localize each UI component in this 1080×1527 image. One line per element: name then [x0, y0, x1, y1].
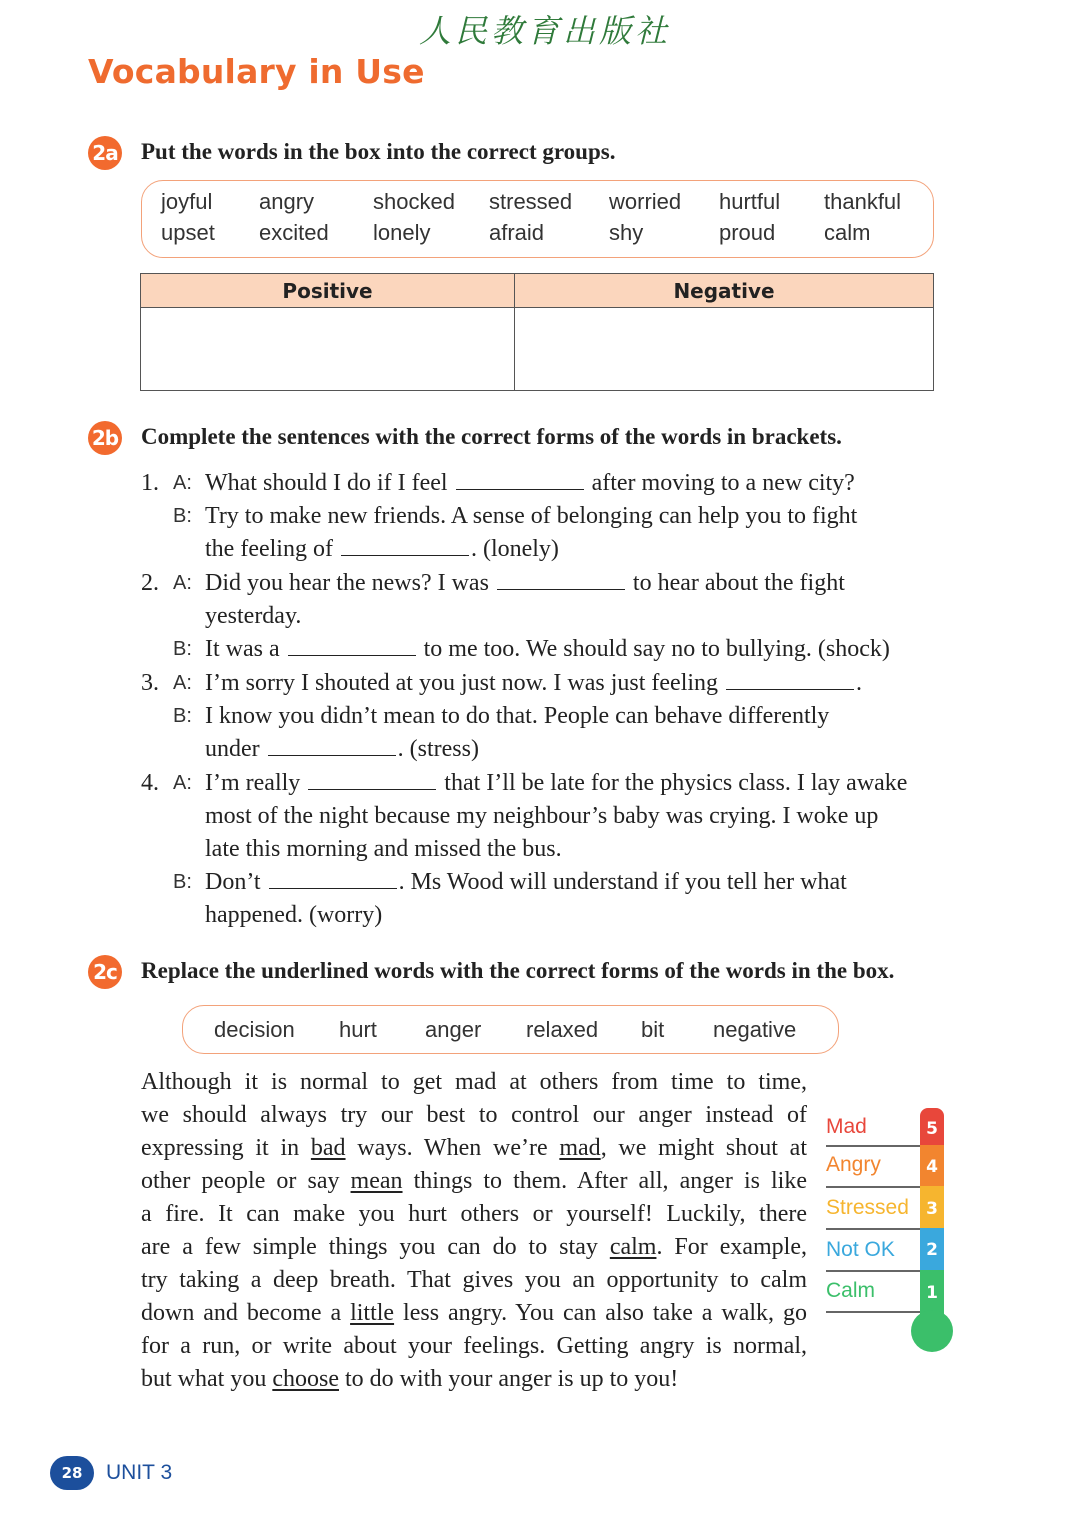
word-item: decision: [214, 1017, 295, 1042]
instruction-2a: Put the words in the box into the correct groups.: [141, 139, 616, 164]
sentence-line: It was a to me too. We should say no to bullying. (shock): [205, 636, 890, 662]
meter-level-1: 1: [920, 1270, 944, 1316]
meter-level-2: 2: [920, 1228, 944, 1270]
word-item: afraid: [489, 220, 545, 245]
passage-line: expressing it in bad ways. When we’re mad, we might shout at: [141, 1135, 807, 1161]
word-item: upset: [161, 220, 215, 245]
answer-blank[interactable]: [726, 669, 854, 690]
word-box-2c: [182, 1005, 839, 1054]
word-item: proud: [719, 220, 776, 245]
meter-label-mad: Mad: [826, 1115, 867, 1138]
positive-header: Positive: [141, 274, 515, 308]
passage-line: we should always try our best to control our anger instead of: [141, 1102, 807, 1128]
meter-cap: [920, 1108, 944, 1116]
exercise-badge-2c: 2c: [88, 955, 122, 989]
meter-bulb: [911, 1310, 953, 1352]
answer-blank[interactable]: [497, 569, 625, 590]
speaker-label: B:: [173, 871, 192, 893]
question-number: 2.: [141, 570, 159, 596]
speaker-label: A:: [173, 472, 192, 494]
page-number: 28: [50, 1456, 94, 1490]
word-item: lonely: [373, 220, 431, 245]
meter-divider: [826, 1228, 920, 1230]
passage-line: for a run, or write about your feelings. Getting angry is normal,: [141, 1333, 807, 1359]
unit-label: UNIT 3: [106, 1461, 173, 1484]
word-item: bit: [641, 1017, 665, 1042]
word-item: relaxed: [526, 1017, 599, 1042]
passage-line: Although it is normal to get mad at others from time to time,: [141, 1069, 807, 1095]
exercise-badge-2b: 2b: [88, 421, 122, 455]
exercise-badge-2a: 2a: [88, 136, 122, 170]
word-item: negative: [713, 1017, 797, 1042]
meter-label-calm: Calm: [826, 1279, 876, 1302]
question-number: 4.: [141, 770, 159, 796]
answer-blank[interactable]: [269, 868, 397, 889]
underlined-word: choose: [272, 1366, 339, 1392]
underlined-word: mad: [559, 1135, 601, 1161]
question-number: 3.: [141, 670, 159, 696]
word-item: angry: [259, 189, 315, 214]
grouping-table: [140, 273, 934, 391]
word-item: calm: [824, 220, 871, 245]
negative-header: Negative: [515, 274, 934, 308]
sentence-line: happened. (worry): [205, 902, 383, 928]
speaker-label: B:: [173, 638, 192, 660]
negative-answer-cell[interactable]: [515, 308, 934, 391]
meter-divider: [826, 1145, 920, 1147]
speaker-label: A:: [173, 772, 192, 794]
passage-line: a fire. It can make you hurt others or yourself! Luckily, there: [141, 1201, 807, 1227]
sentence-line: yesterday.: [205, 603, 302, 629]
sentence-line: Did you hear the news? I was to hear about the fight: [205, 570, 845, 596]
answer-blank[interactable]: [456, 469, 584, 490]
meter-label-angry: Angry: [826, 1153, 881, 1176]
word-item: hurtful: [719, 189, 781, 214]
underlined-word: little: [350, 1300, 395, 1326]
meter-divider: [826, 1186, 920, 1188]
meter-level-5: 5: [920, 1116, 944, 1145]
sentence-line: I’m sorry I shouted at you just now. I was just feeling .: [205, 670, 863, 696]
word-item: joyful: [161, 189, 213, 214]
word-item: thankful: [824, 189, 902, 214]
underlined-word: calm: [609, 1234, 657, 1260]
passage-line: try taking a deep breath. That gives you an opportunity to calm: [141, 1267, 807, 1293]
word-item: anger: [425, 1017, 482, 1042]
word-item: excited: [259, 220, 329, 245]
publisher-logo: [395, 6, 695, 56]
sentence-line: What should I do if I feel after moving to a new city?: [205, 470, 855, 496]
sentence-line: I know you didn’t mean to do that. People can behave differently: [205, 703, 830, 729]
answer-blank[interactable]: [288, 635, 416, 656]
meter-label-stressed: Stressed: [826, 1196, 909, 1219]
word-box-2a: [141, 180, 934, 258]
answer-blank[interactable]: [268, 735, 396, 756]
meter-divider: [826, 1311, 920, 1313]
word-item: hurt: [339, 1017, 377, 1042]
meter-level-4: 4: [920, 1145, 944, 1186]
meter-divider: [826, 1270, 920, 1272]
sentence-line: Try to make new friends. A sense of belonging can help you to fight: [205, 503, 858, 529]
sentence-line: Don’t . Ms Wood will understand if you tell her what: [205, 869, 847, 895]
word-item: stressed: [489, 189, 573, 214]
sentence-line: most of the night because my neighbour’s baby was crying. I woke up: [205, 803, 879, 829]
sentence-line: the feeling of . (lonely): [205, 536, 559, 562]
sentence-line: under . (stress): [205, 736, 479, 762]
instruction-2c: Replace the underlined words with the correct forms of the words in the box.: [141, 958, 895, 983]
passage-line: other people or say mean things to them. After all, anger is like: [141, 1168, 807, 1194]
meter-level-3: 3: [920, 1186, 944, 1228]
speaker-label: A:: [173, 672, 192, 694]
passage-line: are a few simple things you can do to stay calm. For example,: [141, 1234, 807, 1260]
passage-line: but what you choose to do with your anger is up to you!: [141, 1366, 679, 1392]
word-item: shocked: [373, 189, 455, 214]
page-title: Vocabulary in Use: [88, 52, 425, 91]
question-number: 1.: [141, 470, 159, 496]
positive-answer-cell[interactable]: [141, 308, 515, 391]
sentence-line: I’m really that I’ll be late for the physics class. I lay awake: [205, 770, 908, 796]
speaker-label: B:: [173, 705, 192, 727]
underlined-word: bad: [310, 1135, 346, 1161]
speaker-label: A:: [173, 572, 192, 594]
underlined-word: mean: [350, 1168, 403, 1194]
answer-blank[interactable]: [341, 535, 469, 556]
svg-text:人民教育出版社: 人民教育出版社: [418, 12, 672, 50]
sentence-line: late this morning and missed the bus.: [205, 836, 562, 862]
word-item: worried: [609, 189, 682, 214]
meter-label-not-ok: Not OK: [826, 1238, 895, 1261]
word-item: shy: [609, 220, 644, 245]
speaker-label: B:: [173, 505, 192, 527]
passage-line: down and become a little less angry. You can also take a walk, go: [141, 1300, 808, 1326]
instruction-2b: Complete the sentences with the correct forms of the words in brackets.: [141, 424, 842, 449]
answer-blank[interactable]: [308, 769, 436, 790]
